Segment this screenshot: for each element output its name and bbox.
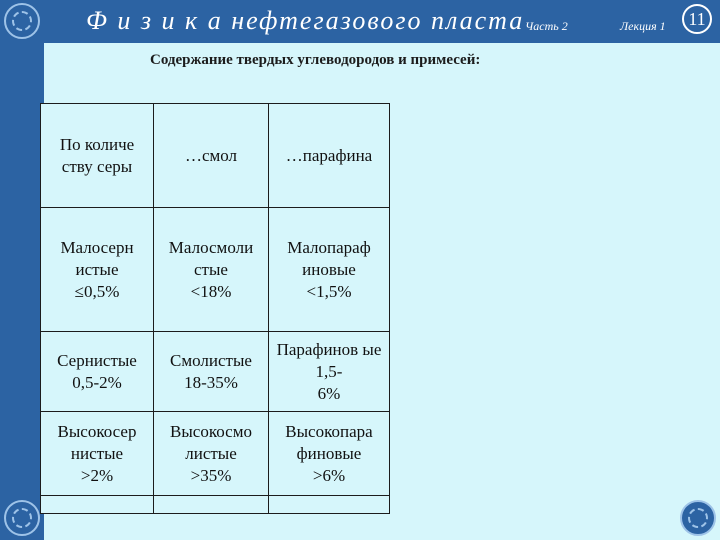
cell-value: 18-35% xyxy=(184,372,238,392)
cell-label: Высокопара финовые xyxy=(285,421,373,463)
header-cell: …смол xyxy=(154,104,269,208)
cell-label: Малосерн истые xyxy=(60,237,134,279)
ornament-icon xyxy=(680,500,716,536)
cell-label: Малосмоли стые xyxy=(168,237,254,279)
cell-value: <1,5% xyxy=(306,281,352,301)
cell-value: ≤0,5% xyxy=(74,281,120,301)
table-cell xyxy=(41,496,154,514)
header-cell: По количе ству серы xyxy=(41,104,154,208)
table-row xyxy=(41,412,390,496)
table-cell xyxy=(154,412,269,496)
table-cell xyxy=(41,412,154,496)
table-row xyxy=(41,208,390,332)
classification-table xyxy=(40,103,390,514)
cell-label: Высокосмо листые xyxy=(170,421,252,463)
cell-label: Смолистые xyxy=(170,350,252,370)
table-row-empty xyxy=(41,496,390,514)
ornament-icon xyxy=(4,3,40,39)
cell-label: Сернистые xyxy=(57,350,137,370)
table-cell xyxy=(269,496,390,514)
cell-value: 6% xyxy=(317,383,341,403)
table-cell xyxy=(269,332,390,412)
table-cell xyxy=(269,412,390,496)
page-number: 11 xyxy=(682,4,712,34)
table-header-row xyxy=(41,104,390,208)
ornament-icon xyxy=(4,500,40,536)
part-label: Часть 2 xyxy=(525,19,568,33)
cell-value: 0,5-2% xyxy=(72,372,122,392)
slide-title: Ф и з и к а нефтегазового пласта xyxy=(86,6,525,35)
cell-label: Парафинов ые 1,5- xyxy=(276,339,382,381)
table-cell xyxy=(154,208,269,332)
cell-value: >6% xyxy=(312,465,346,485)
table-cell xyxy=(41,332,154,412)
cell-label: Малопараф иновые xyxy=(287,237,371,279)
cell-value: <18% xyxy=(190,281,232,301)
cell-value: >35% xyxy=(190,465,232,485)
table-row xyxy=(41,332,390,412)
table-cell xyxy=(269,208,390,332)
cell-value: >2% xyxy=(80,465,114,485)
cell-label: Высокосер нистые xyxy=(57,421,137,463)
table-cell xyxy=(41,208,154,332)
header-cell: …парафина xyxy=(269,104,390,208)
slide-subtitle: Содержание твердых углеводородов и примесей: xyxy=(150,52,481,68)
table-cell xyxy=(154,332,269,412)
table-cell xyxy=(154,496,269,514)
lecture-label: Лекция 1 xyxy=(620,19,666,33)
